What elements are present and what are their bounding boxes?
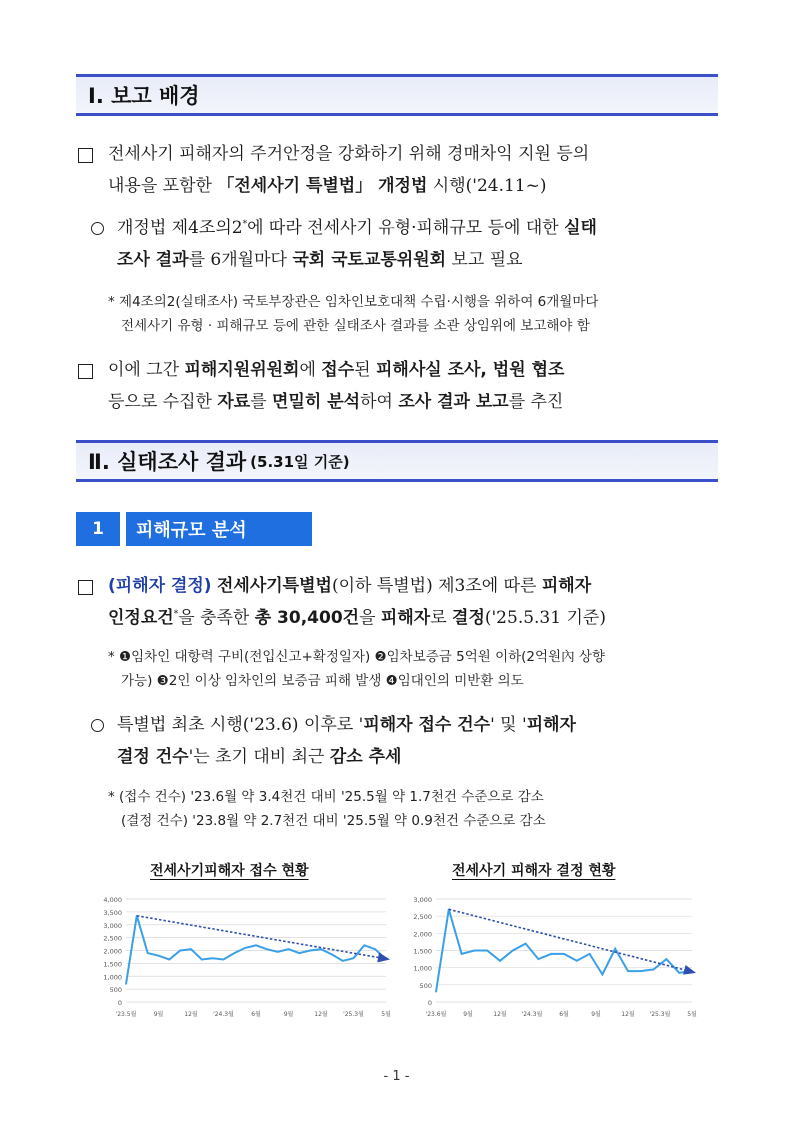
text: 을 충족한 [178,608,255,628]
text: 를 6개월마다 [188,250,293,270]
emphasis: 피해자 [380,608,431,628]
emphasis: 조사 결과 보고 [398,392,509,412]
text: 에 [299,360,322,380]
topic-label: (피해자 결정) [108,576,212,596]
x-tick-label: 5월 [687,1011,697,1018]
chart-title: 전세사기피해자 접수 현황 [150,863,309,879]
x-tick-label: '24.3월 [521,1011,543,1018]
paragraph [108,354,728,418]
data-point [550,953,552,955]
x-tick-label: '23.5월 [115,1011,137,1018]
checkbox-bullet [78,148,93,163]
data-point [614,948,616,950]
emphasis: 자료 [217,392,251,412]
x-tick-label: '23.6월 [425,1011,447,1018]
section-header-background [76,440,718,482]
text: 를 추진 [508,392,564,412]
x-tick-label: 9월 [463,1011,473,1018]
footnote-line: * (접수 건수) '23.6월 약 3.4천건 대비 '25.5월 약 1.7천건 수준으로 감소 [108,789,544,805]
data-point [666,958,668,960]
paragraph-line [108,602,728,634]
y-tick-label: 3,500 [103,908,122,917]
page-number: - 1 - [383,1069,410,1084]
text: 하여 [360,392,399,412]
emphasis: 실태 [564,218,597,238]
emphasis: 국회 국토교통위원회 [292,250,447,270]
text: 시행('24.11~) [427,176,547,196]
subsection-title: 피해규모 분석 [126,512,312,546]
text: 특별법 최초 시행('23.6) 이후로 ' [117,715,364,735]
data-point [212,957,214,959]
data-line [126,916,386,984]
paragraph-line [108,570,728,602]
footnote-line: * ❶임차인 대항력 구비(전입신고+확정일자) ❷임차보증금 5억원 이하(2억원內 상향 [108,649,605,665]
footnote-line: 전세사기 유형 · 피해규모 등에 관한 실태조사 결과를 소관 상임위에 보고해야 함 [121,318,590,334]
emphasis: 총 30,400건 [254,608,360,628]
emphasis: 감소 추세 [329,747,402,767]
x-tick-label: '24.3월 [213,1011,234,1018]
data-point [538,958,540,960]
x-tick-label: 12월 [314,1011,328,1018]
text: '는 초기 대비 최근 [188,747,330,767]
text: ' 및 ' [490,715,527,735]
footnote-marker: * [173,609,179,620]
data-point [486,950,488,952]
emphasis: 면밀히 분석 [272,392,361,412]
data-point [309,950,311,952]
x-tick-label: 6월 [251,1011,261,1018]
data-point [266,948,268,950]
footnote [108,785,728,833]
text: 보고 필요 [446,250,523,270]
data-point [223,959,225,961]
x-tick-label: 6월 [559,1011,569,1018]
law-name: 「전세사기 특별법」 개정법 [217,176,428,196]
data-point [678,972,680,974]
footnote-line: * 제4조의2(실태조사) 국토부장관은 임차인보호대책 수립·시행을 위하여 6개월마다 [108,294,599,310]
data-point [364,945,366,947]
trend-line [137,916,381,958]
paragraph [117,212,727,276]
data-point [627,970,629,972]
data-point [576,960,578,962]
x-tick-label: 12월 [184,1011,198,1018]
x-tick-label: 9월 [591,1011,601,1018]
emphasis: 접수 [321,360,355,380]
circle-bullet [91,719,104,732]
subsection-number: 1 [76,512,120,546]
emphasis: 조사 결과 [117,250,189,270]
text: ('25.5.31 기준) [484,608,606,628]
footnote-line: (결정 건수) '23.8월 약 2.7천건 대비 '25.5월 약 0.9천건 수준으로 감소 [121,813,546,829]
emphasis: 인정요건 [108,608,174,628]
data-point [201,959,203,961]
y-tick-label: 0 [117,999,122,1007]
footnote-marker: * [242,219,248,230]
emphasis: 피해자 [541,576,592,596]
y-tick-label: 2,000 [413,930,432,939]
section-subtitle: (5.31일 기준) [250,452,350,471]
section-header-background [76,74,718,116]
data-point [374,948,376,950]
data-point [602,974,604,976]
data-point [320,948,322,950]
y-tick-label: 500 [109,986,122,995]
checkbox-bullet [78,364,93,379]
text: 에 따라 전세사기 유형·피해규모 등에 대한 [247,218,565,238]
data-point [299,952,301,954]
x-tick-label: 5월 [381,1011,391,1018]
x-tick-label: '25.3월 [649,1011,671,1018]
paragraph [117,709,727,773]
y-tick-label: 4,000 [103,896,122,904]
data-point [255,945,257,947]
text: 개정법 제4조의2 [117,218,243,238]
data-point [640,970,642,972]
data-point [331,954,333,956]
paragraph [108,138,728,202]
x-tick-label: 9월 [153,1011,164,1018]
chart-title: 전세사기 피해자 결정 현황 [452,863,616,879]
checkbox-bullet [78,580,93,595]
data-point [158,955,160,957]
y-tick-label: 1,000 [103,973,122,982]
y-tick-label: 2,500 [413,913,432,922]
text: 을 [359,608,381,628]
paragraph-line: 전세사기 피해자의 주거안정을 강화하기 위해 경매차익 지원 등의 [108,144,590,164]
y-tick-label: 1,000 [413,964,432,973]
data-point [589,953,591,955]
footnote [108,645,728,693]
data-point [244,947,246,949]
text: (이하 특별법) 제3조에 따른 [331,576,542,596]
y-tick-label: 1,500 [103,960,122,969]
chart-received [90,888,400,1023]
paragraph [108,570,728,634]
data-point [342,960,344,962]
paragraph-line [117,244,727,276]
data-point [234,952,236,954]
data-point [653,969,655,971]
y-tick-label: 2,000 [103,947,122,956]
text: 등으로 수집한 [108,392,218,412]
emphasis: 피해사실 조사, 법원 협조 [375,360,565,380]
y-tick-label: 3,000 [103,921,122,930]
data-point [512,950,514,952]
emphasis: 전세사기특별법 [216,576,332,596]
text: 된 [354,360,376,380]
paragraph-line [117,212,727,244]
text: 를 [250,392,273,412]
x-tick-label: 12월 [493,1011,507,1018]
data-point [563,953,565,955]
data-point [288,948,290,950]
y-tick-label: 1,500 [413,947,432,956]
data-point [147,952,149,954]
data-point [125,983,127,985]
footnote-line: 가능) ❸2인 이상 임차인의 보증금 피해 발생 ❹임대인의 미반환 의도 [121,673,524,689]
emphasis: 피해지원위원회 [184,360,300,380]
x-tick-label: 12월 [621,1011,635,1018]
y-tick-label: 3,000 [413,896,432,904]
data-point [169,959,171,961]
data-point [499,960,501,962]
paragraph-line [117,709,727,741]
text: 내용을 포함한 [108,176,218,196]
trend-arrowhead [377,953,390,963]
x-tick-label: '25.3월 [343,1011,364,1018]
x-tick-label: 9월 [283,1011,294,1018]
data-point [190,948,192,950]
text: 이에 그간 [108,360,185,380]
section-title: Ⅰ. 보고 배경 [88,84,200,108]
data-point [353,957,355,959]
data-point [461,953,463,955]
emphasis: 피해자 [526,715,576,735]
paragraph-line [108,170,728,202]
data-point [435,991,437,993]
y-tick-label: 2,500 [103,934,122,943]
paragraph-line [108,386,728,418]
emphasis: 결정 [452,608,485,628]
data-point [474,950,476,952]
emphasis: 결정 건수 [117,747,189,767]
paragraph-line [108,354,728,386]
section-title: Ⅱ. 실태조사 결과 [88,450,247,474]
circle-bullet [91,222,104,235]
chart-decided [400,888,720,1023]
trend-arrowhead [683,965,696,975]
emphasis: 피해자 접수 건수 [363,715,491,735]
paragraph-line [117,741,727,773]
trend-line [449,909,687,970]
footnote [108,290,728,338]
y-tick-label: 500 [419,981,432,990]
data-point [277,951,279,953]
y-tick-label: 0 [427,999,432,1007]
data-point [525,943,527,945]
text: 로 [430,608,453,628]
data-point [179,950,181,952]
